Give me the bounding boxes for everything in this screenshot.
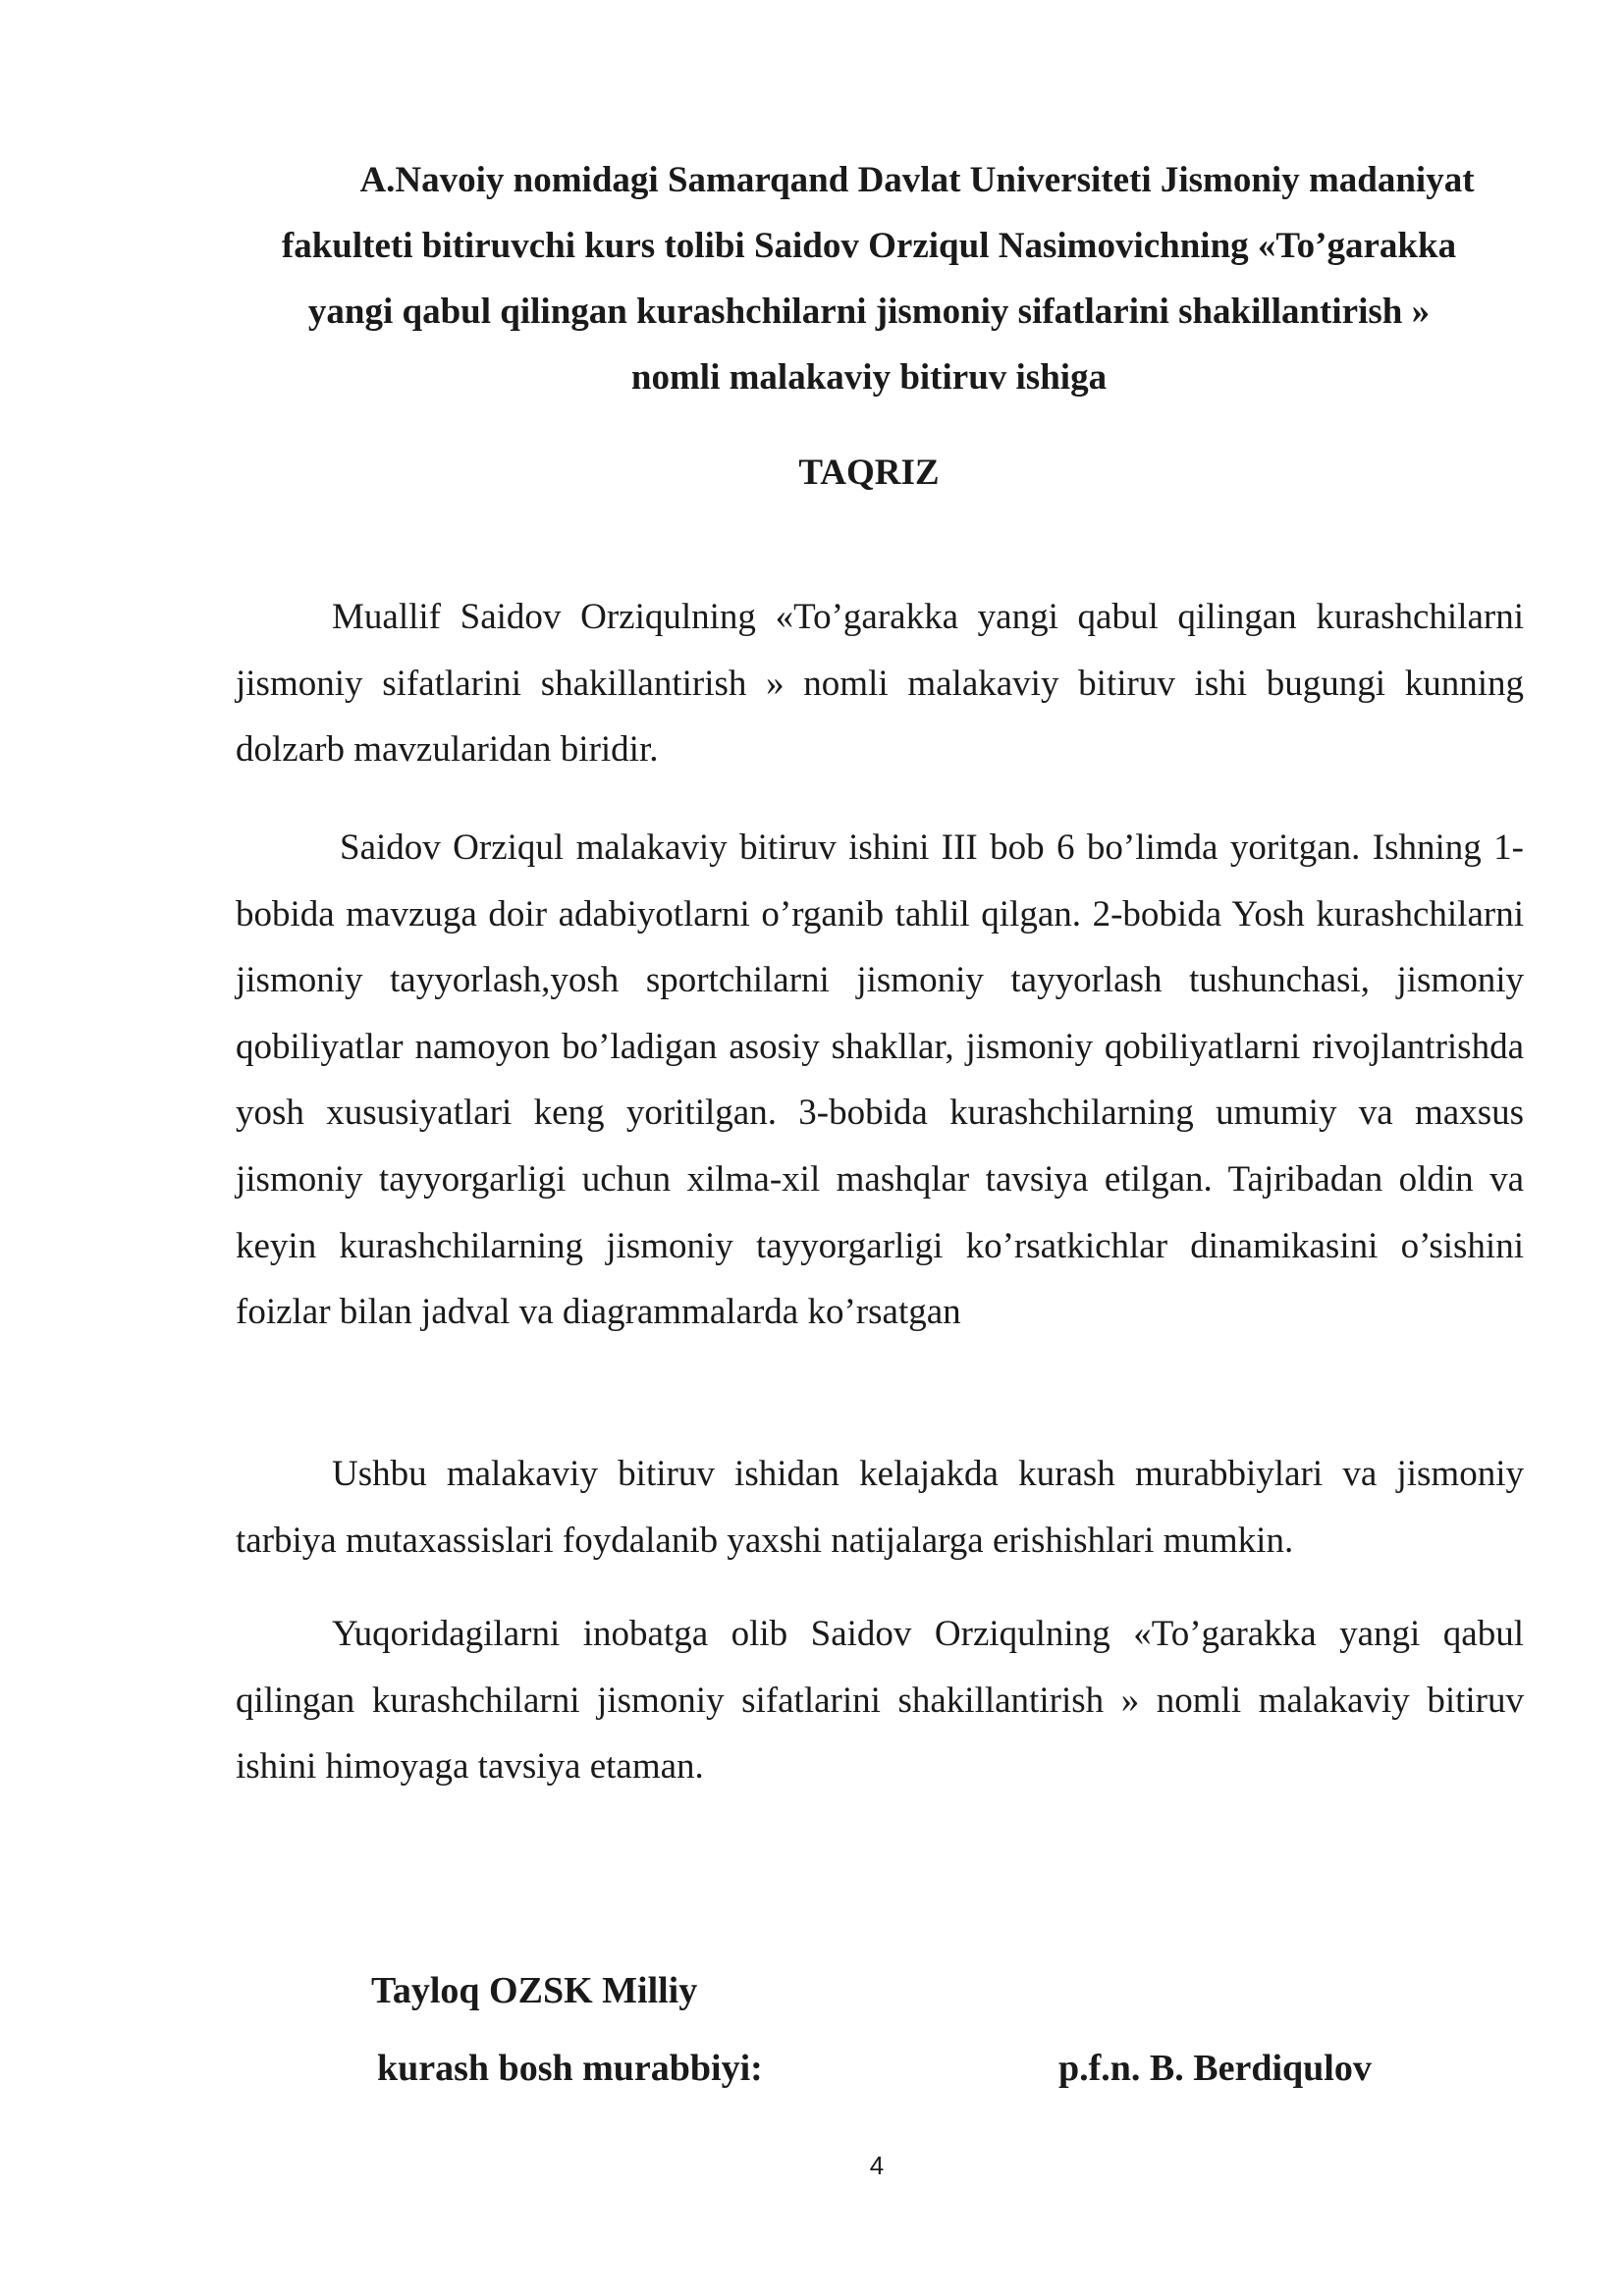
paragraph-introduction: Muallif Saidov Orziqulning «To’garakka yangi qabul qilingan kurashchilarni jismoniy sifatlarini shakillantirish » nomli malakaviy bitiruv ishi bugungi kunning dolzarb mavzularidan biridir. [236, 597, 1524, 771]
paragraph-usefulness: Ushbu malakaviy bitiruv ishidan kelajakda kurash murabbiylari va jismoniy tarbiya mutaxassislari foydalanib yaxshi natijalarga erishishlari mumkin. [236, 1454, 1524, 1561]
signature-name: p.f.n. B. Berdiqulov [1058, 2048, 1372, 2089]
paragraph-structure: Saidov Orziqul malakaviy bitiruv ishini III bob 6 bo’limda yoritgan. Ishning 1-bobida mavzuga doir adabiyotlarni o’rganib tahlil qilgan. 2-bobida Yosh kurashchilarni jismoniy tayyorlash,yosh sportchilarni jismoniy tayyorlash tushunchasi, jismoniy qobiliyatlar namoyon bo’ladigan asosiy shakllar, jismoniy qobiliyatlarni rivojlantrishda yosh xususiyatlari keng yoritilgan. 3-bobida kurashchilarning umumiy va maxsus jismoniy tayyorgarligi uchun xilma-xil mashqlar tavsiya etilgan. Tajribadan oldin va keyin kurashchilarning jismoniy tayyorgarligi ko’rsatkichlar dinamikasini o’sishini foizlar bilan jadval va diagrammalarda ko’rsatgan [236, 828, 1524, 1333]
page-number: 4 [869, 2151, 885, 2180]
signature-role: kurash bosh murabbiyi: [377, 2048, 763, 2089]
paragraph-recommendation: Yuqoridagilarni inobatga olib Saidov Orziqulning «To’garakka yangi qabul qilingan kurashchilarni jismoniy sifatlarini shakillantirish » nomli malakaviy bitiruv ishini himoyaga tavsiya etaman. [236, 1614, 1524, 1788]
document-heading [236, 147, 1502, 410]
heading-line-4: nomli malakaviy bitiruv ishiga [630, 357, 1108, 398]
heading-line-1: A.Navoiy nomidagi Samarqand Davlat Universiteti Jismoniy madaniyat [359, 160, 1475, 200]
heading-line-3: yangi qabul qilingan kurashchilarni jismoniy sifatlarini shakillantirish » [307, 292, 1431, 332]
heading-line-2: fakulteti bitiruvchi kurs tolibi Saidov Orziqul Nasimovichning «To’garakka [281, 226, 1457, 266]
document-title: TAQRIZ [798, 453, 940, 493]
signature-organization: Tayloq OZSK Milliy [371, 1970, 698, 2011]
